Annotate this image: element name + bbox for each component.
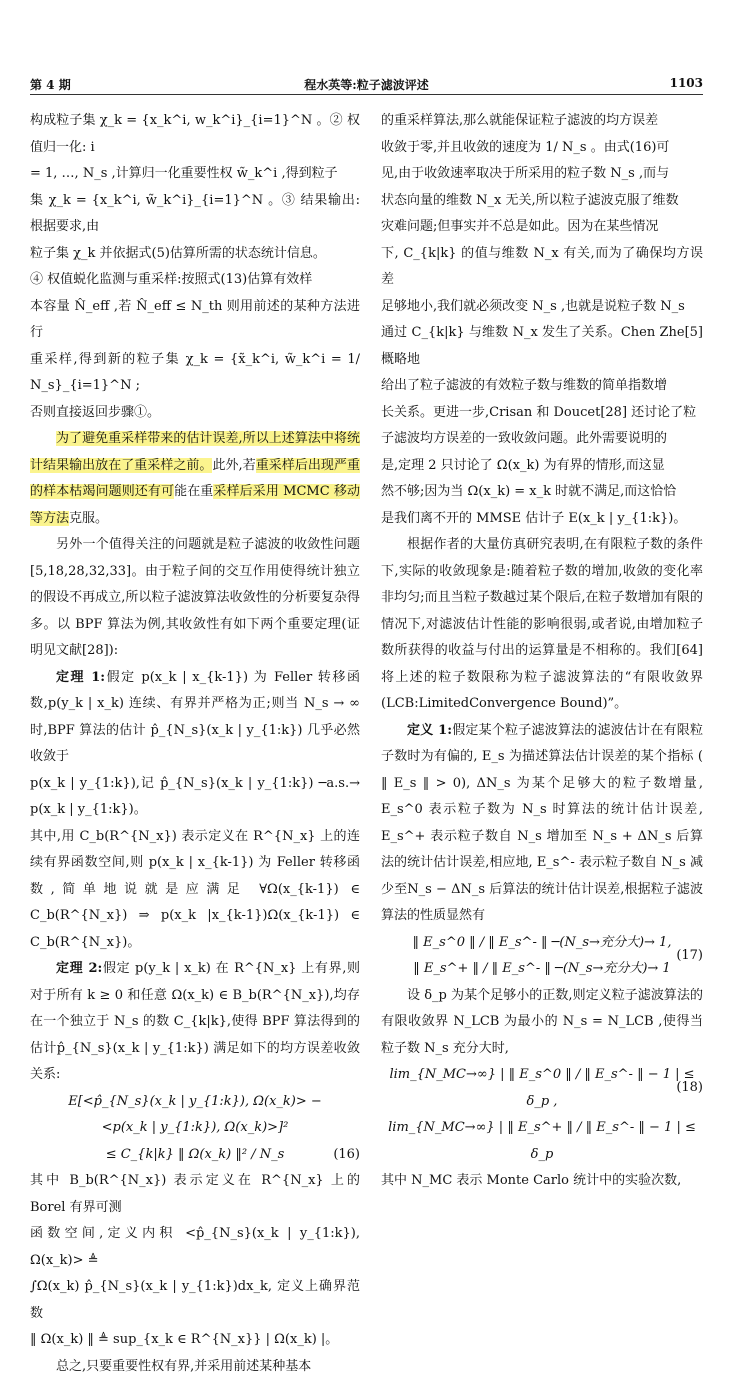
running-header	[30, 76, 703, 95]
resampling-paragraph: 的重采样算法,那么就能保证粒子滤波的均方误差 收敛于零,并且收敛的速度为 1/ N_s 。由式(16)可 见,由于收敛速率取决于所采用的粒子数 N_s ,而与 状态向量的维数 N_x 无关,所以粒子滤波克服了维数 灾难问题;但事实并不总是如此。因为在某些情况 下, C_{k|k} 的值与维数 N_x 有关,而为了确保均方误差 足够地小,我们就必须改变 N_s ,也就是说粒子数 N_s 通过 C_{k|k} 与维数 N_x 发生了关系。Chen Zhe[5] 概略地 给出了粒子滤波的有效粒子数与维数的简单指数增 长关系。更进一步,Crisan 和 Doucet[28] 还讨论了粒 子滤波均方误差的一致收敛问题。此外需要说明的 是,定理 2 只讨论了 Ω(x_k) 为有界的情形,而这显 然不够;因为当 Ω(x_k) = x_k 时就不满足,而这恰恰 是我们离不开的 MMSE 估计子 E(x_k | y_{1:k})。	[381, 108, 703, 532]
page-number: 1103	[670, 76, 703, 90]
running-title: 程水英等:粒子滤波评述	[30, 76, 703, 93]
theorem-1: 定理 1:假定 p(x_k | x_{k-1}) 为 Feller 转移函数,p(y_k | x_k) 连续、有界并严格为正;则当 N_s → ∞ 时,BPF 算法的估计 p̂_{N_s}(x_k | y_{1:k}) 几乎必然收敛于 p(x_k | y_{1:k}),记 p̂_{N_s}(x_k | y_{1:k}) ─a.s.→ p(x_k | y_{1:k})。 其中,用 C_b(R^{N_x}) 表示定义在 R^{N_x} 上的连续有界函数空间,则 p(x_k | x_{k-1}) 为 Feller 转移函数,简单地说就是应满足 ∀Ω(x_{k-1}) ∈ C_b(R^{N_x}) ⇒ p(x_k |x_{k-1})Ω(x_{k-1}) ∈ C_b(R^{N_x})。	[30, 665, 360, 957]
equation-number: (17)	[676, 943, 703, 970]
issue-number: 第 4 期	[30, 76, 71, 93]
simulation-paragraph: 根据作者的大量仿真研究表明,在有限粒子数的条件下,实际的收敛现象是:随着粒子数的增加,收敛的变化率非均匀;而且当粒子数越过某个限后,在粒子数增加有限的情况下,对滤波估计性能的影响很弱,或者说,由增加粒子数所获得的收益与付出的运算量是不相称的。我们[64] 将上述的粒子数限称为粒子滤波算法的“有限收敛界(LCB:LimitedConvergence Bound)”。	[381, 532, 703, 718]
equation-number: (18)	[676, 1075, 703, 1102]
highlighted-paragraph: 为了避免重采样带来的估计误差,所以上述算法中将统计结果输出放在了重采样之前。此外,若重采样后出现严重的样本枯竭问题则还有可能在重采样后采用 MCMC 移动等方法克服。	[30, 426, 360, 532]
equation-18: lim_{N_MC→∞} | ‖ E_s^0 ‖ / ‖ E_s^- ‖ − 1 | ≤ δ_p , lim_{N_MC→∞} | ‖ E_s^+ ‖ / ‖ E_s^- ‖ − 1 | ≤ δ_p (18)	[381, 1062, 703, 1168]
inner-product-paragraph: 其中 B_b(R^{N_x}) 表示定义在 R^{N_x} 上的 Borel 有界可测 函数空间,定义内积 <p̂_{N_s}(x_k | y_{1:k}), Ω(x_k)> ≜ ∫Ω(x_k) p̂_{N_s}(x_k | y_{1:k})dx_k, 定义上确界范数 ‖ Ω(x_k) ‖ ≜ sup_{x_k ∈ R^{N_x}} | Ω(x_k) |。	[30, 1168, 360, 1354]
highlight: 为了避免重采样带来的估计误差,所以上述算	[56, 431, 308, 446]
highlight: 采样后采用 MCMC 移动等方法	[30, 484, 360, 526]
lcb-paragraph: 设 δ_p 为某个足够小的正数,则定义粒子滤波算法的有限收敛界 N_LCB 为最小的 N_s = N_LCB ,使得当粒子数 N_s 充分大时,	[381, 983, 703, 1063]
highlight: 重采样后出现严重的样本枯竭问题则还有可	[30, 458, 360, 500]
equation-number: (16)	[333, 1142, 360, 1169]
equation-16: E[<p̂_{N_s}(x_k | y_{1:k}), Ω(x_k)> − <p(x_k | y_{1:k}), Ω(x_k)>]² ≤ C_{k|k} ‖ Ω(x_k) ‖² / N_s (16)	[30, 1089, 360, 1169]
summary-paragraph: 总之,只要重要性权有界,并采用前述某种基本	[30, 1354, 360, 1380]
right-column	[381, 108, 703, 1195]
equation-17: ‖ E_s^0 ‖ / ‖ E_s^- ‖ ─(N_s→充分大)→ 1, ‖ E_s^+ ‖ / ‖ E_s^- ‖ ─(N_s→充分大)→ 1 (17)	[381, 930, 703, 983]
step-list-paragraph: 构成粒子集 χ_k = {x_k^i, w_k^i}_{i=1}^N 。② 权值归一化: i = 1, …, N_s ,计算归一化重要性权 w̃_k^i ,得到粒子 集 χ_k = {x_k^i, w̃_k^i}_{i=1}^N 。③ 结果输出:根据要求,由 粒子集 χ_k 并依据式(5)估算所需的状态统计信息。 ④ 权值蜕化监测与重采样:按照式(13)估算有效样 本容量 N̂_eff ,若 N̂_eff ≤ N_th 则用前述的某种方法进行 重采样,得到新的粒子集 χ_k = {x̃_k^i, w̃_k^i = 1/ N_s}_{i=1}^N ; 否则直接返回步骤①。	[30, 108, 360, 426]
left-column	[30, 108, 360, 1380]
theorem-2: 定理 2:假定 p(y_k | x_k) 在 R^{N_x} 上有界,则对于所有 k ≥ 0 和任意 Ω(x_k) ∈ B_b(R^{N_x}),均存在一个独立于 N_s 的数 C_{k|k},使得 BPF 算法得到的估计p̂_{N_s}(x_k | y_{1:k}) 满足如下的均方误差收敛关系:	[30, 956, 360, 1089]
convergence-paragraph: 另外一个值得关注的问题就是粒子滤波的收敛性问题[5,18,28,32,33]。由于粒子间的交互作用使得统计独立的假设不再成立,所以粒子滤波算法收敛性的分析要复杂得多。以 BPF 算法为例,其收敛性有如下两个重要定理(证明见文献[28]):	[30, 532, 360, 665]
highlight: 法中将统计结果输出放在了重采样之前。	[30, 431, 360, 473]
monte-carlo-paragraph: 其中 N_MC 表示 Monte Carlo 统计中的实验次数,	[381, 1168, 703, 1195]
definition-1: 定义 1:假定某个粒子滤波算法的滤波估计在有限粒子数时为有偏的, E_s 为描述算法估计误差的某个指标 ( ‖ E_s ‖ > 0), ΔN_s 为某个足够大的粒子数增量, E_s^0 表示粒子数为 N_s 时算法的统计估计误差, E_s^+ 表示粒子数自 N_s 增加至 N_s + ΔN_s 后算法的统计估计误差,相应地, E_s^- 表示粒子数自 N_s 减少至N_s − ΔN_s 后算法的统计估计误差,根据粒子滤波算法的性质显然有	[381, 718, 703, 930]
